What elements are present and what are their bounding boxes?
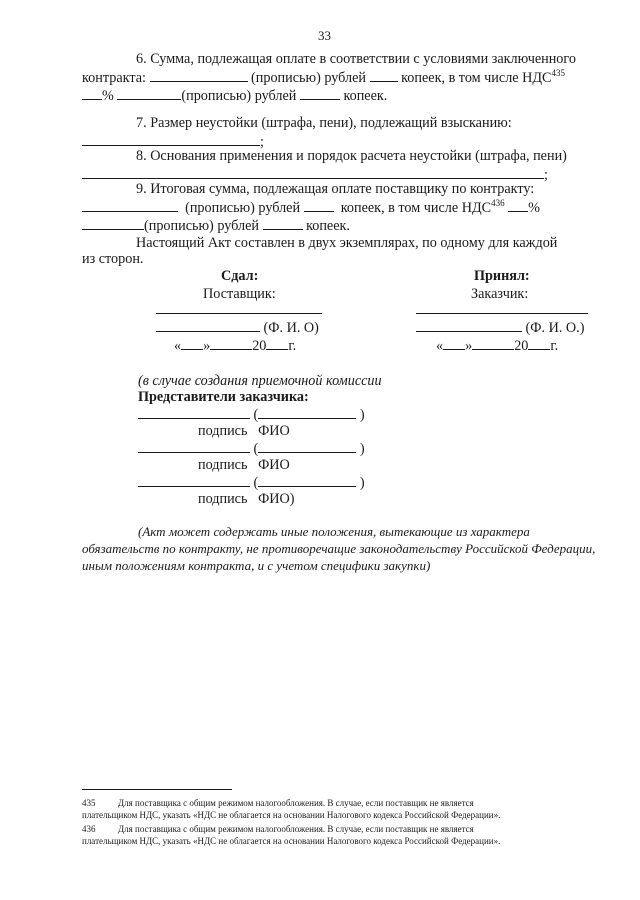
blank-field[interactable] — [82, 87, 102, 100]
year-prefix: 20 — [514, 338, 529, 354]
representative-1-row — [138, 406, 365, 424]
quote-close: » — [465, 338, 473, 354]
footnote-436 — [82, 823, 594, 847]
item9-vat-words: (прописью) рублей — [144, 218, 259, 234]
item9-amount-words: (прописью) рублей — [185, 200, 301, 216]
footnote-text: плательщиком НДС, указать «НДС не облагается на основании Налогового кодекса Российской Федерации». — [82, 836, 501, 846]
signature-field[interactable] — [138, 406, 250, 419]
fio-label: ФИО — [258, 423, 290, 439]
blank-field[interactable] — [82, 199, 178, 212]
blank-field[interactable] — [300, 87, 340, 100]
fio-label: ФИО) — [258, 491, 295, 507]
paren-open: ( — [253, 407, 259, 423]
supplier-date-row — [174, 337, 296, 355]
item6-line3 — [82, 87, 387, 105]
paren-close: ) — [359, 475, 365, 491]
item6-vat-words: (прописью) рублей — [181, 88, 297, 104]
year-field[interactable] — [266, 337, 288, 350]
item6-amount-words: (прописью) рублей — [251, 70, 367, 86]
fio-field[interactable] — [258, 474, 356, 487]
signature-field[interactable] — [138, 440, 250, 453]
footnote-text: плательщиком НДС, указать «НДС не облагается на основании Налогового кодекса Российской Федерации». — [82, 810, 501, 820]
accepted-title: Принял: — [474, 268, 530, 284]
closing-note-line1: (Акт может содержать иные положения, вытекающие из характера — [138, 524, 530, 539]
closing-note-line2: обязательств по контракту, не противоречащие законодательству Российской Федерации, — [82, 541, 596, 556]
customer-fio-row — [416, 319, 584, 337]
representative-3-labels — [198, 491, 295, 508]
blank-field[interactable] — [82, 217, 144, 230]
blank-field[interactable] — [263, 217, 303, 230]
blank-field[interactable] — [150, 69, 248, 82]
month-field[interactable] — [210, 337, 252, 350]
customer-representatives-heading: Представители заказчика: — [138, 389, 309, 405]
signature-label: подпись — [198, 491, 248, 507]
item9-line3 — [82, 217, 350, 235]
blank-field[interactable] — [156, 319, 260, 332]
supplier-fio-row — [156, 319, 319, 337]
blank-field[interactable] — [370, 69, 398, 82]
customer-label: Заказчик: — [471, 286, 529, 302]
fio-label: (Ф. И. О.) — [525, 320, 585, 336]
quote-close: » — [203, 338, 211, 354]
footnote-separator — [82, 789, 232, 790]
fio-field[interactable] — [258, 440, 356, 453]
footnote-text: Для поставщика с общим режимом налогообложения. В случае, если поставщик не является — [118, 824, 474, 834]
blank-field[interactable] — [82, 133, 260, 146]
supplier-label: Поставщик: — [203, 286, 276, 302]
item6-kopecks: копеек. — [343, 88, 388, 104]
signature-label: подпись — [198, 457, 248, 473]
footnote-ref-436[interactable]: 436 — [491, 198, 505, 208]
handed-over-title: Сдал: — [221, 268, 259, 284]
semicolon: ; — [544, 167, 548, 183]
item9-line2 — [82, 199, 540, 217]
customer-date-row — [436, 337, 558, 355]
footnote-number: 436 — [82, 824, 96, 834]
blank-field[interactable] — [82, 166, 544, 179]
quote-open: « — [174, 338, 182, 354]
fio-label: (Ф. И. О) — [263, 320, 319, 336]
blank-field[interactable] — [117, 87, 181, 100]
item6-line1: 6. Сумма, подлежащая оплате в соответствии с условиями заключенного — [136, 51, 576, 67]
paren-open: ( — [253, 441, 259, 457]
quote-open: « — [436, 338, 444, 354]
fio-label: ФИО — [258, 457, 290, 473]
page-number: 33 — [318, 28, 331, 43]
day-field[interactable] — [443, 337, 465, 350]
item9-kopecks: копеек. — [306, 218, 350, 234]
footnote-ref-435[interactable]: 435 — [551, 68, 566, 78]
year-prefix: 20 — [252, 338, 267, 354]
paren-close: ) — [359, 441, 365, 457]
item9-kopecks-vat: копеек, в том числе НДС — [340, 200, 492, 216]
representative-3-row — [138, 474, 365, 492]
commission-note: (в случае создания приемочной комиссии — [138, 373, 382, 389]
semicolon: ; — [260, 134, 264, 150]
representative-1-labels — [198, 423, 290, 440]
act-text-line1: Настоящий Акт составлен в двух экземплярах, по одному для каждой — [136, 235, 558, 251]
paren-open: ( — [253, 475, 259, 491]
paren-close: ) — [359, 407, 365, 423]
item6-kopecks-vat: копеек, в том числе НДС — [401, 70, 552, 86]
fio-field[interactable] — [258, 406, 356, 419]
supplier-signature-line[interactable] — [156, 301, 322, 319]
item6-label-contract: контракта: — [82, 70, 146, 86]
percent-sign: % — [528, 200, 540, 216]
blank-field[interactable] — [508, 199, 528, 212]
signature-field[interactable] — [138, 474, 250, 487]
year-field[interactable] — [528, 337, 550, 350]
customer-signature-line[interactable] — [416, 301, 588, 319]
blank-field[interactable] — [416, 319, 522, 332]
year-suffix: г. — [550, 338, 559, 354]
representative-2-row — [138, 440, 365, 458]
signature-label: подпись — [198, 423, 248, 439]
item6-line2 — [82, 69, 565, 87]
item7-line1: 7. Размер неустойки (штрафа, пени), подлежащий взысканию: — [136, 115, 512, 131]
blank-field[interactable] — [304, 199, 334, 212]
item8-line1: 8. Основания применения и порядок расчета неустойки (штрафа, пени) — [136, 148, 567, 164]
act-text-line2: из сторон. — [82, 251, 144, 267]
month-field[interactable] — [472, 337, 514, 350]
footnote-435 — [82, 797, 594, 821]
item9-line1: 9. Итоговая сумма, подлежащая оплате поставщику по контракту: — [136, 181, 535, 197]
footnote-number: 435 — [82, 798, 96, 808]
day-field[interactable] — [181, 337, 203, 350]
representative-2-labels — [198, 457, 290, 474]
percent-sign: % — [102, 88, 114, 104]
closing-note-line3: иным положениям контракта, и с учетом специфики закупки) — [82, 558, 431, 573]
year-suffix: г. — [288, 338, 297, 354]
footnote-text: Для поставщика с общим режимом налогообложения. В случае, если поставщик не является — [118, 798, 474, 808]
